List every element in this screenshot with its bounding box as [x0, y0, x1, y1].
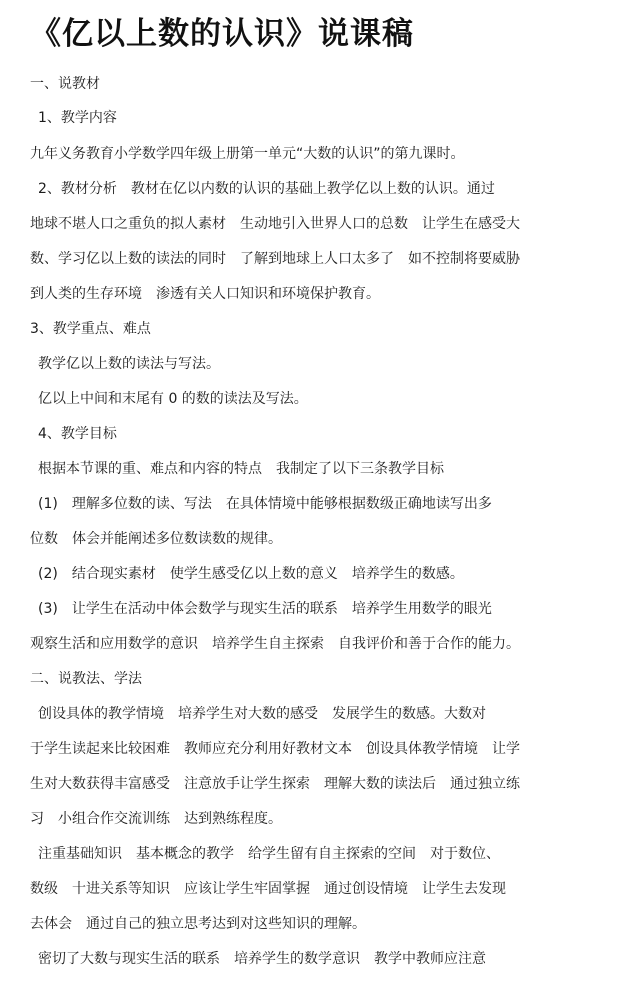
goal-item: (1) 理解多位数的读、写法 在具体情境中能够根据数级正确地读写出多 [38, 496, 492, 512]
subheading-key-points: 3、教学重点、难点 [30, 321, 151, 337]
paragraph-line: 到人类的生存环境 渗透有关人口知识和环境保护教育。 [30, 286, 380, 302]
paragraph-line: 位数 体会并能阐述多位数读数的规律。 [30, 531, 282, 547]
paragraph-line: 数级 十进关系等知识 应该让学生牢固掌握 通过创设情境 让学生去发现 [30, 881, 506, 897]
subheading-teaching-goals: 4、教学目标 [38, 426, 117, 442]
goal-item: (3) 让学生在活动中体会数学与现实生活的联系 培养学生用数学的眼光 [38, 601, 492, 617]
paragraph-line: 生对大数获得丰富感受 注意放手让学生探索 理解大数的读法后 通过独立练 [30, 776, 520, 792]
paragraph-line: 于学生读起来比较困难 教师应充分利用好教材文本 创设具体教学情境 让学 [30, 741, 520, 757]
subheading-content: 1、教学内容 [38, 110, 117, 126]
paragraph-line: 教学亿以上数的读法与写法。 [38, 356, 220, 372]
paragraph-line: 亿以上中间和末尾有 0 的数的读法及写法。 [38, 391, 308, 407]
section-heading-methods: 二、说教法、学法 [30, 671, 142, 687]
paragraph-line: 注重基础知识 基本概念的教学 给学生留有自主探索的空间 对于数位、 [38, 846, 500, 862]
paragraph-line: 九年义务教育小学数学四年级上册第一单元“大数的认识”的第九课时。 [30, 146, 465, 162]
document-title: 《亿以上数的认识》说课稿 [30, 16, 414, 52]
paragraph-line: 观察生活和应用数学的意识 培养学生自主探索 自我评价和善于合作的能力。 [30, 636, 520, 652]
paragraph-line: 习 小组合作交流训练 达到熟练程度。 [30, 811, 282, 827]
paragraph-line: 密切了大数与现实生活的联系 培养学生的数学意识 教学中教师应注意 [38, 951, 486, 967]
goal-item: (2) 结合现实素材 使学生感受亿以上数的意义 培养学生的数感。 [38, 566, 464, 582]
paragraph-line: 创设具体的教学情境 培养学生对大数的感受 发展学生的数感。大数对 [38, 706, 486, 722]
section-heading-teaching-material: 一、说教材 [30, 76, 100, 92]
paragraph-line: 去体会 通过自己的独立思考达到对这些知识的理解。 [30, 916, 366, 932]
paragraph-line: 地球不堪人口之重负的拟人素材 生动地引入世界人口的总数 让学生在感受大 [30, 216, 520, 232]
paragraph-line: 2、教材分析 教材在亿以内数的认识的基础上教学亿以上数的认识。通过 [38, 181, 495, 197]
paragraph-line: 根据本节课的重、难点和内容的特点 我制定了以下三条教学目标 [38, 461, 444, 477]
paragraph-line: 数、学习亿以上数的读法的同时 了解到地球上人口太多了 如不控制将要威胁 [30, 251, 520, 267]
